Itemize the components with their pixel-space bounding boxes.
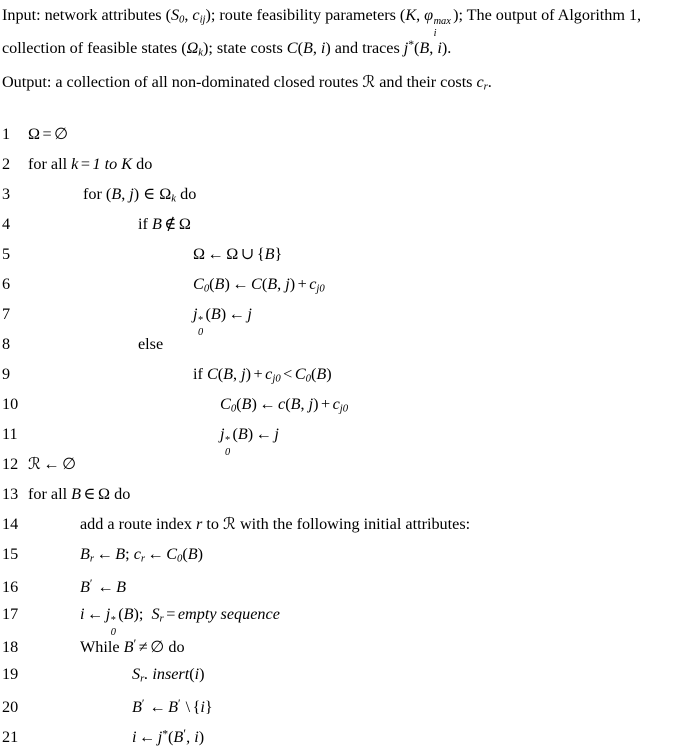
- algorithm-line-20: [2, 689, 683, 719]
- output-specification-line: Output: a collection of all non-dominated closed routes ℛ and their costs $c_r$.: [2, 72, 492, 93]
- line-number: 18: [2, 638, 19, 657]
- line-number: 14: [2, 514, 19, 533]
- line-number: 7: [2, 304, 11, 323]
- line-number: 11: [2, 424, 18, 443]
- algorithm-line-1: [2, 119, 683, 149]
- line-code: for all k = 1 to K do: [28, 154, 153, 173]
- line-code: $C_0(B)$ ← c(B, $j) + c_{j0}$: [220, 394, 349, 415]
- algorithm-line-4: [2, 209, 683, 239]
- algorithm-line-16: [2, 569, 683, 599]
- algorithm-line-15: [2, 539, 683, 569]
- line-number: 6: [2, 274, 11, 293]
- line-number: 17: [2, 604, 19, 623]
- line-code: Ω = ∅: [28, 124, 69, 143]
- line-code: While B′ ≠ ∅ do: [80, 635, 185, 657]
- line-number: 3: [2, 184, 11, 203]
- line-number: 12: [2, 454, 19, 473]
- line-number: 20: [2, 698, 19, 717]
- line-code: i ← j*(B′, i): [132, 725, 205, 747]
- line-code: $B_r$ ← B; $c_r$ ← $C_0(B)$: [80, 544, 204, 565]
- line-code: add a route index r to ℛ with the following initial attributes:: [80, 514, 471, 533]
- line-code: $C_0(B)$ ← C(B, $j) + c_{j0}$: [193, 274, 325, 295]
- line-code: if C(B, $j) + c_{j0} < C_0(B)$: [193, 364, 332, 385]
- line-number: 4: [2, 214, 11, 233]
- algorithm-line-17: [2, 599, 683, 638]
- algorithm-line-19: [2, 659, 683, 689]
- algorithm-line-14: [2, 509, 683, 539]
- input-specification-line-1: Input: network attributes ($S_0$, $c_{ij}$); route feasibility parameters (K, φ max i ); The output of Algorithm 1,: [2, 6, 642, 39]
- line-number: 19: [2, 664, 19, 683]
- algorithm-line-18: [2, 629, 683, 659]
- line-number: 1: [2, 124, 11, 143]
- line-number: 15: [2, 544, 19, 563]
- line-number: 21: [2, 728, 19, 747]
- algorithm-line-11: [2, 419, 683, 458]
- line-code: if B ∉ Ω: [138, 214, 191, 233]
- line-number: 8: [2, 334, 11, 353]
- input-specification-line-2: collection of feasible states $(\Omega_k)$; state costs C(B, i) and traces j*(B, i).: [2, 38, 452, 59]
- line-number: 10: [2, 394, 19, 413]
- line-number: 5: [2, 244, 11, 263]
- line-code: else: [138, 334, 164, 353]
- algorithm-line-2: [2, 149, 683, 179]
- algorithm-io-specification: [0, 0, 685, 97]
- algorithm-line-9: [2, 359, 683, 389]
- algorithm-line-21: [2, 719, 683, 749]
- line-code: ℛ ← ∅: [28, 454, 77, 473]
- line-code: j * 0 (B) ← j: [193, 304, 252, 338]
- line-number: 16: [2, 578, 19, 597]
- algorithm-line-7: [2, 299, 683, 338]
- algorithm-line-10: [2, 389, 683, 419]
- algorithm-line-13: [2, 479, 683, 509]
- line-code: for all B ∈ Ω do: [28, 484, 131, 503]
- line-code: $S_r$. insert(i): [132, 664, 205, 685]
- section-divider-space: [0, 97, 685, 119]
- line-number: 2: [2, 154, 11, 173]
- line-code: Ω ← Ω ∪ {B}: [193, 244, 283, 263]
- line-code: B′ ← B′ \ {i}: [132, 696, 213, 717]
- line-code: i ← j * 0 (B); $S_r$ = empty sequence: [80, 604, 280, 638]
- algorithm-line-6: [2, 269, 683, 299]
- line-number: 9: [2, 364, 11, 383]
- algorithm-line-8: [2, 329, 683, 359]
- algorithm-steps-list: [0, 119, 685, 749]
- line-code: j * 0 (B) ← j: [220, 424, 279, 458]
- algorithm-line-12: [2, 449, 683, 479]
- algorithm-line-3: [2, 179, 683, 209]
- algorithm-line-5: [2, 239, 683, 269]
- line-code: for (B, j) ∈ $\Omega_k$ do: [83, 184, 197, 205]
- line-number: 13: [2, 484, 19, 503]
- line-code: B′ ← B: [80, 576, 127, 597]
